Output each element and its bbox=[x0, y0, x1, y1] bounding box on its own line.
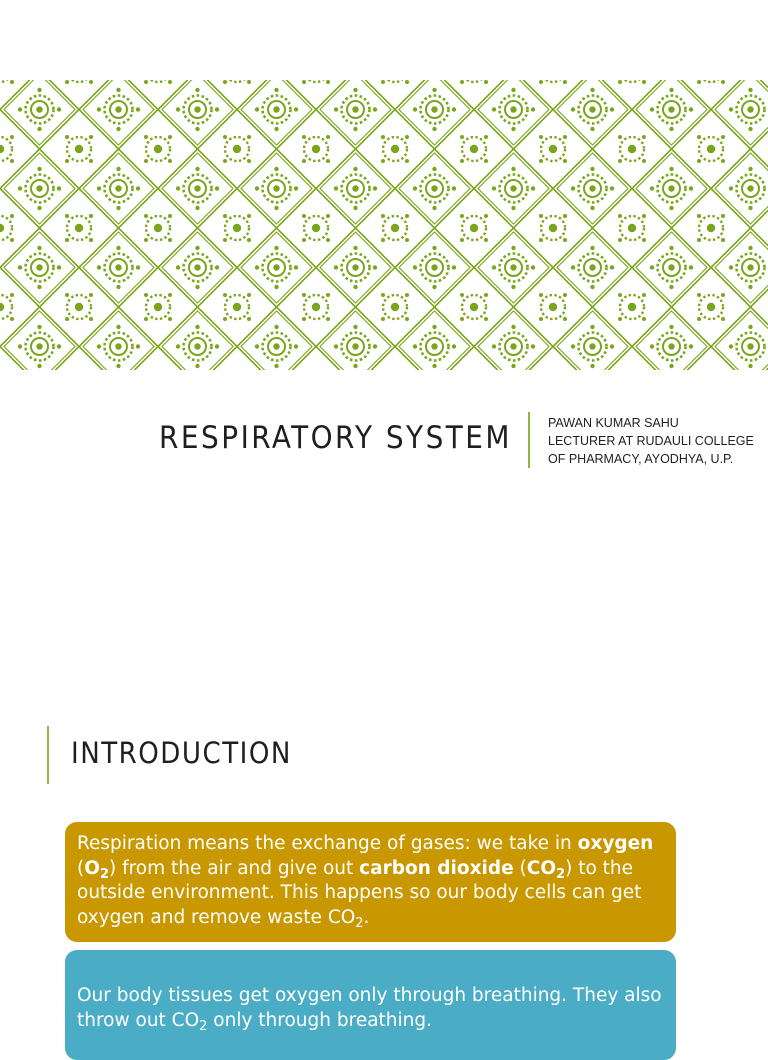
introduction-heading: INTRODUCTION bbox=[71, 736, 292, 770]
term-oxygen: oxygen bbox=[577, 833, 654, 854]
formula-o2-subscript: 2 bbox=[99, 866, 109, 882]
formula-o2-base: O bbox=[84, 857, 100, 879]
introduction-slide bbox=[0, 700, 768, 1034]
author-affiliation-line-1: LECTURER AT RUDAULI COLLEGE bbox=[548, 434, 754, 448]
formula-o2 bbox=[84, 857, 109, 882]
card1-co2-subscript: 2 bbox=[355, 915, 364, 931]
heading-accent-bar bbox=[47, 726, 49, 784]
respiration-definition-card bbox=[65, 822, 676, 942]
formula-co2-base: CO bbox=[526, 857, 557, 879]
presentation-title: RESPIRATORY SYSTEM bbox=[159, 420, 512, 456]
author-affiliation-line-2: OF PHARMACY, AYODHYA, U.P. bbox=[548, 452, 734, 466]
card2-co2-subscript: 2 bbox=[199, 1018, 208, 1034]
author-block bbox=[548, 414, 754, 468]
formula-co2 bbox=[526, 857, 566, 882]
card1-text-5: ) to the outside environment. This happens so our body cells can get oxygen and remove waste CO bbox=[77, 857, 642, 928]
card1-text-4: ( bbox=[513, 857, 527, 879]
formula-co2-subscript: 2 bbox=[556, 866, 566, 882]
card1-text-6: . bbox=[363, 906, 370, 928]
breathing-fact-card bbox=[65, 950, 676, 1060]
card1-text-2: ( bbox=[77, 857, 85, 879]
card1-text-3: ) from the air and give out bbox=[108, 857, 360, 879]
decorative-pattern-banner bbox=[0, 80, 768, 370]
title-block bbox=[0, 412, 768, 470]
author-name: PAWAN KUMAR SAHU bbox=[548, 416, 679, 430]
card2-text-1: Our body tissues get oxygen only through breathing. They also throw out CO bbox=[77, 985, 662, 1031]
title-divider bbox=[528, 412, 530, 468]
term-carbon-dioxide: carbon dioxide bbox=[359, 857, 514, 879]
card1-text-1: Respiration means the exchange of gases: we take in bbox=[77, 833, 578, 854]
card2-text-2: only through breathing. bbox=[207, 1009, 432, 1031]
